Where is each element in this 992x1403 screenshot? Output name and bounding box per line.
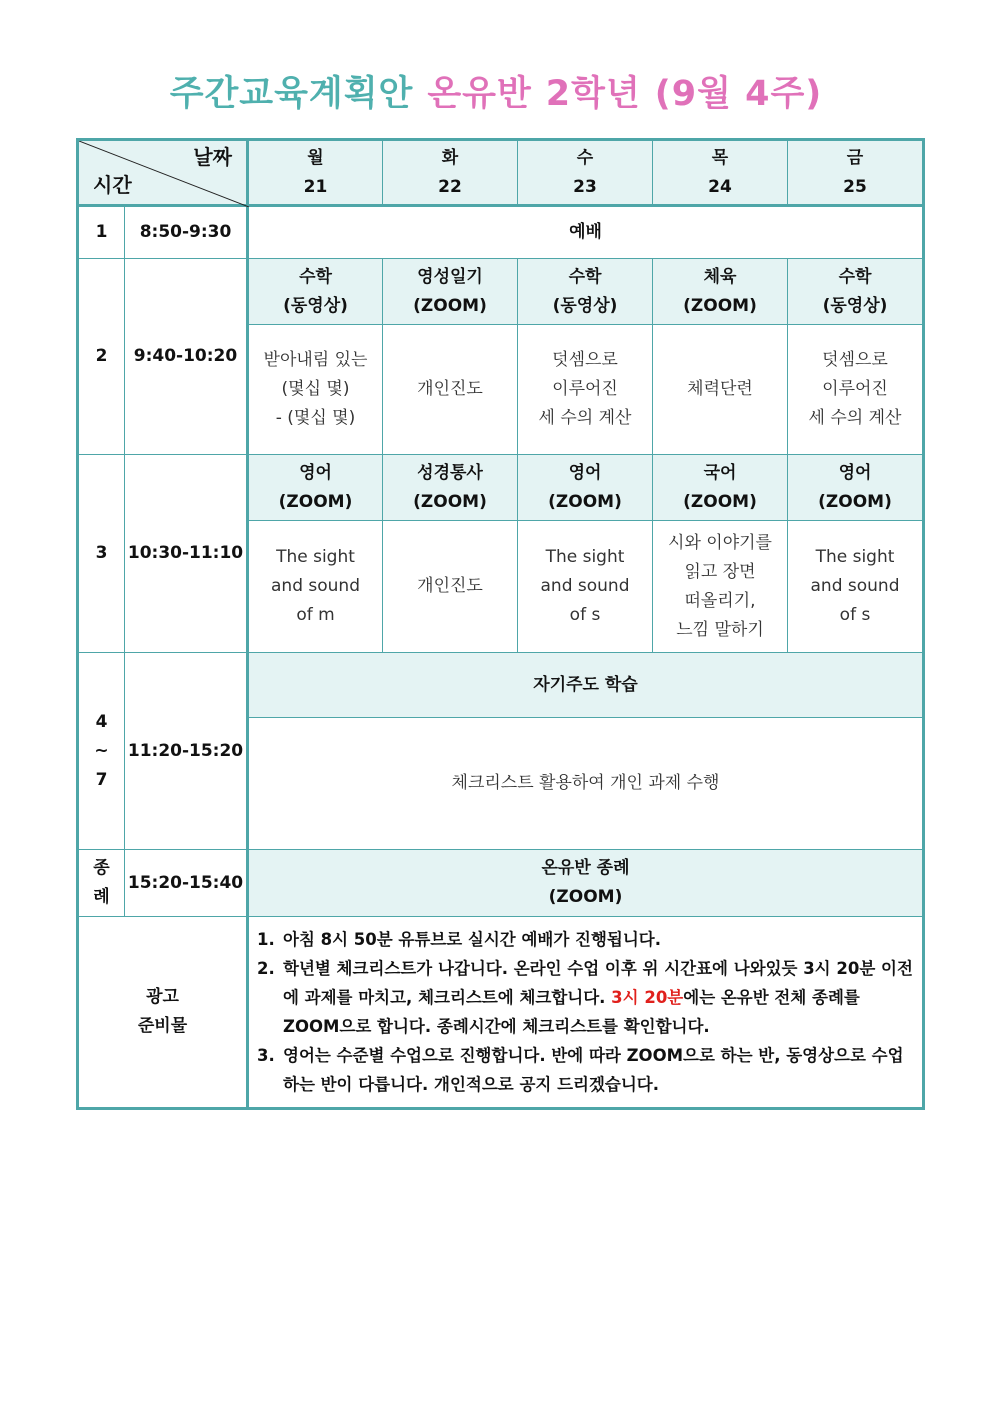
subject-cell <box>383 455 518 521</box>
notes-item <box>257 925 916 954</box>
subject-mode: (ZOOM) <box>413 295 487 316</box>
closing-activity-mode: (ZOOM) <box>548 887 623 907</box>
closing-label-bottom: 례 <box>93 887 110 907</box>
notes-item-text: 영어는 수준별 수업으로 진행합니다. 반에 따라 ZOOM으로 하는 반, 동영상으로 수업하는 반이 다릅니다. 개인적으로 공지 드리겠습니다. <box>283 1046 904 1094</box>
weekly-plan-table <box>76 138 925 1110</box>
subject-mode: (동영상) <box>552 295 618 316</box>
title-main: 주간교육계획안 <box>169 74 414 114</box>
subject-mode: (동영상) <box>283 295 348 316</box>
content-cell <box>788 521 924 653</box>
subject-cell <box>248 259 383 325</box>
period-activity: 예배 <box>248 206 924 259</box>
content-line: 이루어진 <box>552 379 618 399</box>
day-name: 목 <box>711 147 729 168</box>
period-3-subject-row <box>78 455 924 521</box>
notes-label <box>78 917 248 1109</box>
period-time: 9:40-10:20 <box>125 259 248 455</box>
subject-mode: (ZOOM) <box>548 491 622 512</box>
content-line: The sight <box>545 547 625 567</box>
period-start: 4 <box>95 711 108 732</box>
notes-item-number: 3. <box>257 1046 275 1065</box>
notes-item <box>257 1041 916 1099</box>
notes-content <box>248 917 924 1109</box>
content-line: 읽고 장면 <box>684 561 756 582</box>
content-line: 시와 이야기를 <box>668 532 772 553</box>
content-cell <box>248 521 383 653</box>
subject-cell <box>653 259 788 325</box>
period-4-7-row <box>78 653 924 718</box>
period-time: 11:20-15:20 <box>125 653 248 850</box>
content-line: 세 수의 계산 <box>538 408 632 428</box>
period-tilde: ~ <box>94 740 109 761</box>
content-line: 느낌 말하기 <box>676 619 764 640</box>
period-number: 3 <box>78 455 125 653</box>
subject-name: 체육 <box>703 266 737 287</box>
corner-header-cell <box>78 140 248 206</box>
day-name: 수 <box>576 147 594 168</box>
content-line: and sound <box>810 576 900 596</box>
subject-name: 영어 <box>299 462 332 483</box>
notes-label-line2: 준비물 <box>137 1016 188 1036</box>
subject-mode: (ZOOM) <box>818 491 892 512</box>
period-number <box>78 653 125 850</box>
period-number: 1 <box>78 206 125 259</box>
content-cell <box>383 325 518 455</box>
notes-item-body <box>283 954 916 1041</box>
time-label: 시간 <box>93 173 132 197</box>
title-week: (9월 4주) <box>654 74 823 114</box>
period-time: 8:50-9:30 <box>125 206 248 259</box>
content-line: 덧셈으로 <box>822 350 888 370</box>
subject-name: 수학 <box>299 266 332 287</box>
period-time: 10:30-11:10 <box>125 455 248 653</box>
closing-label-top: 종 <box>93 858 110 878</box>
content-line: of s <box>569 605 601 625</box>
content-cell <box>788 325 924 455</box>
content-cell <box>518 521 653 653</box>
subject-name: 성경통사 <box>417 462 483 483</box>
subject-name: 영어 <box>838 462 872 483</box>
subject-name: 수학 <box>568 266 602 287</box>
content-line: 체력단련 <box>687 379 753 399</box>
day-header-fri <box>788 140 924 206</box>
day-name: 화 <box>441 147 459 168</box>
content-line: (몇십 몇) <box>281 379 350 399</box>
content-line: - (몇십 몇) <box>275 408 356 428</box>
content-line: of s <box>839 605 871 625</box>
subject-mode: (ZOOM) <box>683 491 757 512</box>
subject-name: 국어 <box>703 462 737 483</box>
content-line: 받아내림 있는 <box>263 350 368 370</box>
day-date: 22 <box>438 176 462 197</box>
content-line: 개인진도 <box>417 576 483 596</box>
period-end: 7 <box>95 769 108 790</box>
notes-label-line1: 광고 <box>146 987 179 1007</box>
day-header-tue <box>383 140 518 206</box>
content-line: 떠올리기, <box>684 590 756 611</box>
subject-cell <box>788 259 924 325</box>
day-header-wed <box>518 140 653 206</box>
content-line: 덧셈으로 <box>552 350 618 370</box>
page-title <box>0 66 992 116</box>
subject-cell <box>518 455 653 521</box>
day-name: 월 <box>307 147 324 168</box>
notes-highlight: 3시 20분 <box>611 988 684 1007</box>
subject-mode: (동영상) <box>822 295 888 316</box>
subject-cell <box>653 455 788 521</box>
notes-item-text: 아침 8시 50분 유튜브로 실시간 예배가 진행됩니다. <box>283 930 662 949</box>
period-1-row <box>78 206 924 259</box>
subject-cell <box>518 259 653 325</box>
closing-row <box>78 850 924 917</box>
notes-item <box>257 954 916 1041</box>
content-cell <box>653 521 788 653</box>
period-detail: 체크리스트 활용하여 개인 과제 수행 <box>248 718 924 850</box>
closing-label <box>78 850 125 917</box>
content-line: 세 수의 계산 <box>808 408 902 428</box>
content-line: 이루어진 <box>822 379 888 399</box>
subject-mode: (ZOOM) <box>278 491 353 512</box>
subject-name: 영성일기 <box>417 266 483 287</box>
day-date: 24 <box>708 176 732 197</box>
day-date: 25 <box>843 176 867 197</box>
notes-row <box>78 917 924 1109</box>
day-name: 금 <box>846 147 864 168</box>
day-date: 21 <box>303 176 328 197</box>
notes-item-text: 에는 온유반 전체 종례를 ZOOM으로 합니다. 종례시간에 체크리스트를 확인합니다. <box>283 988 860 1036</box>
content-line: and sound <box>540 576 630 596</box>
content-cell <box>248 325 383 455</box>
notes-item-number: 2. <box>257 959 275 978</box>
period-2-subject-row <box>78 259 924 325</box>
period-number: 2 <box>78 259 125 455</box>
content-line: The sight <box>276 547 355 567</box>
subject-mode: (ZOOM) <box>413 491 487 512</box>
day-header-thu <box>653 140 788 206</box>
period-activity: 자기주도 학습 <box>248 653 924 718</box>
title-grade: 2학년 <box>545 74 641 114</box>
content-line: The sight <box>815 547 895 567</box>
title-class: 온유반 <box>427 74 532 114</box>
subject-cell <box>788 455 924 521</box>
subject-name: 영어 <box>568 462 602 483</box>
notes-item-number: 1. <box>257 930 275 949</box>
content-line: and sound <box>271 576 360 596</box>
day-header-mon <box>248 140 383 206</box>
header-row <box>78 140 924 206</box>
closing-activity <box>248 850 924 917</box>
closing-time: 15:20-15:40 <box>125 850 248 917</box>
content-cell <box>383 521 518 653</box>
content-cell <box>653 325 788 455</box>
subject-cell <box>248 455 383 521</box>
date-label: 날짜 <box>193 145 232 169</box>
subject-mode: (ZOOM) <box>683 295 757 316</box>
notes-item-text: 학년별 체크리스트가 나갑니다. 온라인 수업 이후 위 시간표에 나와있듯 3시 20분 이전에 과제를 마치고, 체크리스트에 체크합니다. <box>283 959 913 1007</box>
content-line: of m <box>296 605 335 625</box>
content-cell <box>518 325 653 455</box>
day-date: 23 <box>573 176 597 197</box>
closing-activity-name: 온유반 종례 <box>541 858 630 878</box>
subject-cell <box>383 259 518 325</box>
content-line: 개인진도 <box>417 379 483 399</box>
subject-name: 수학 <box>838 266 872 287</box>
